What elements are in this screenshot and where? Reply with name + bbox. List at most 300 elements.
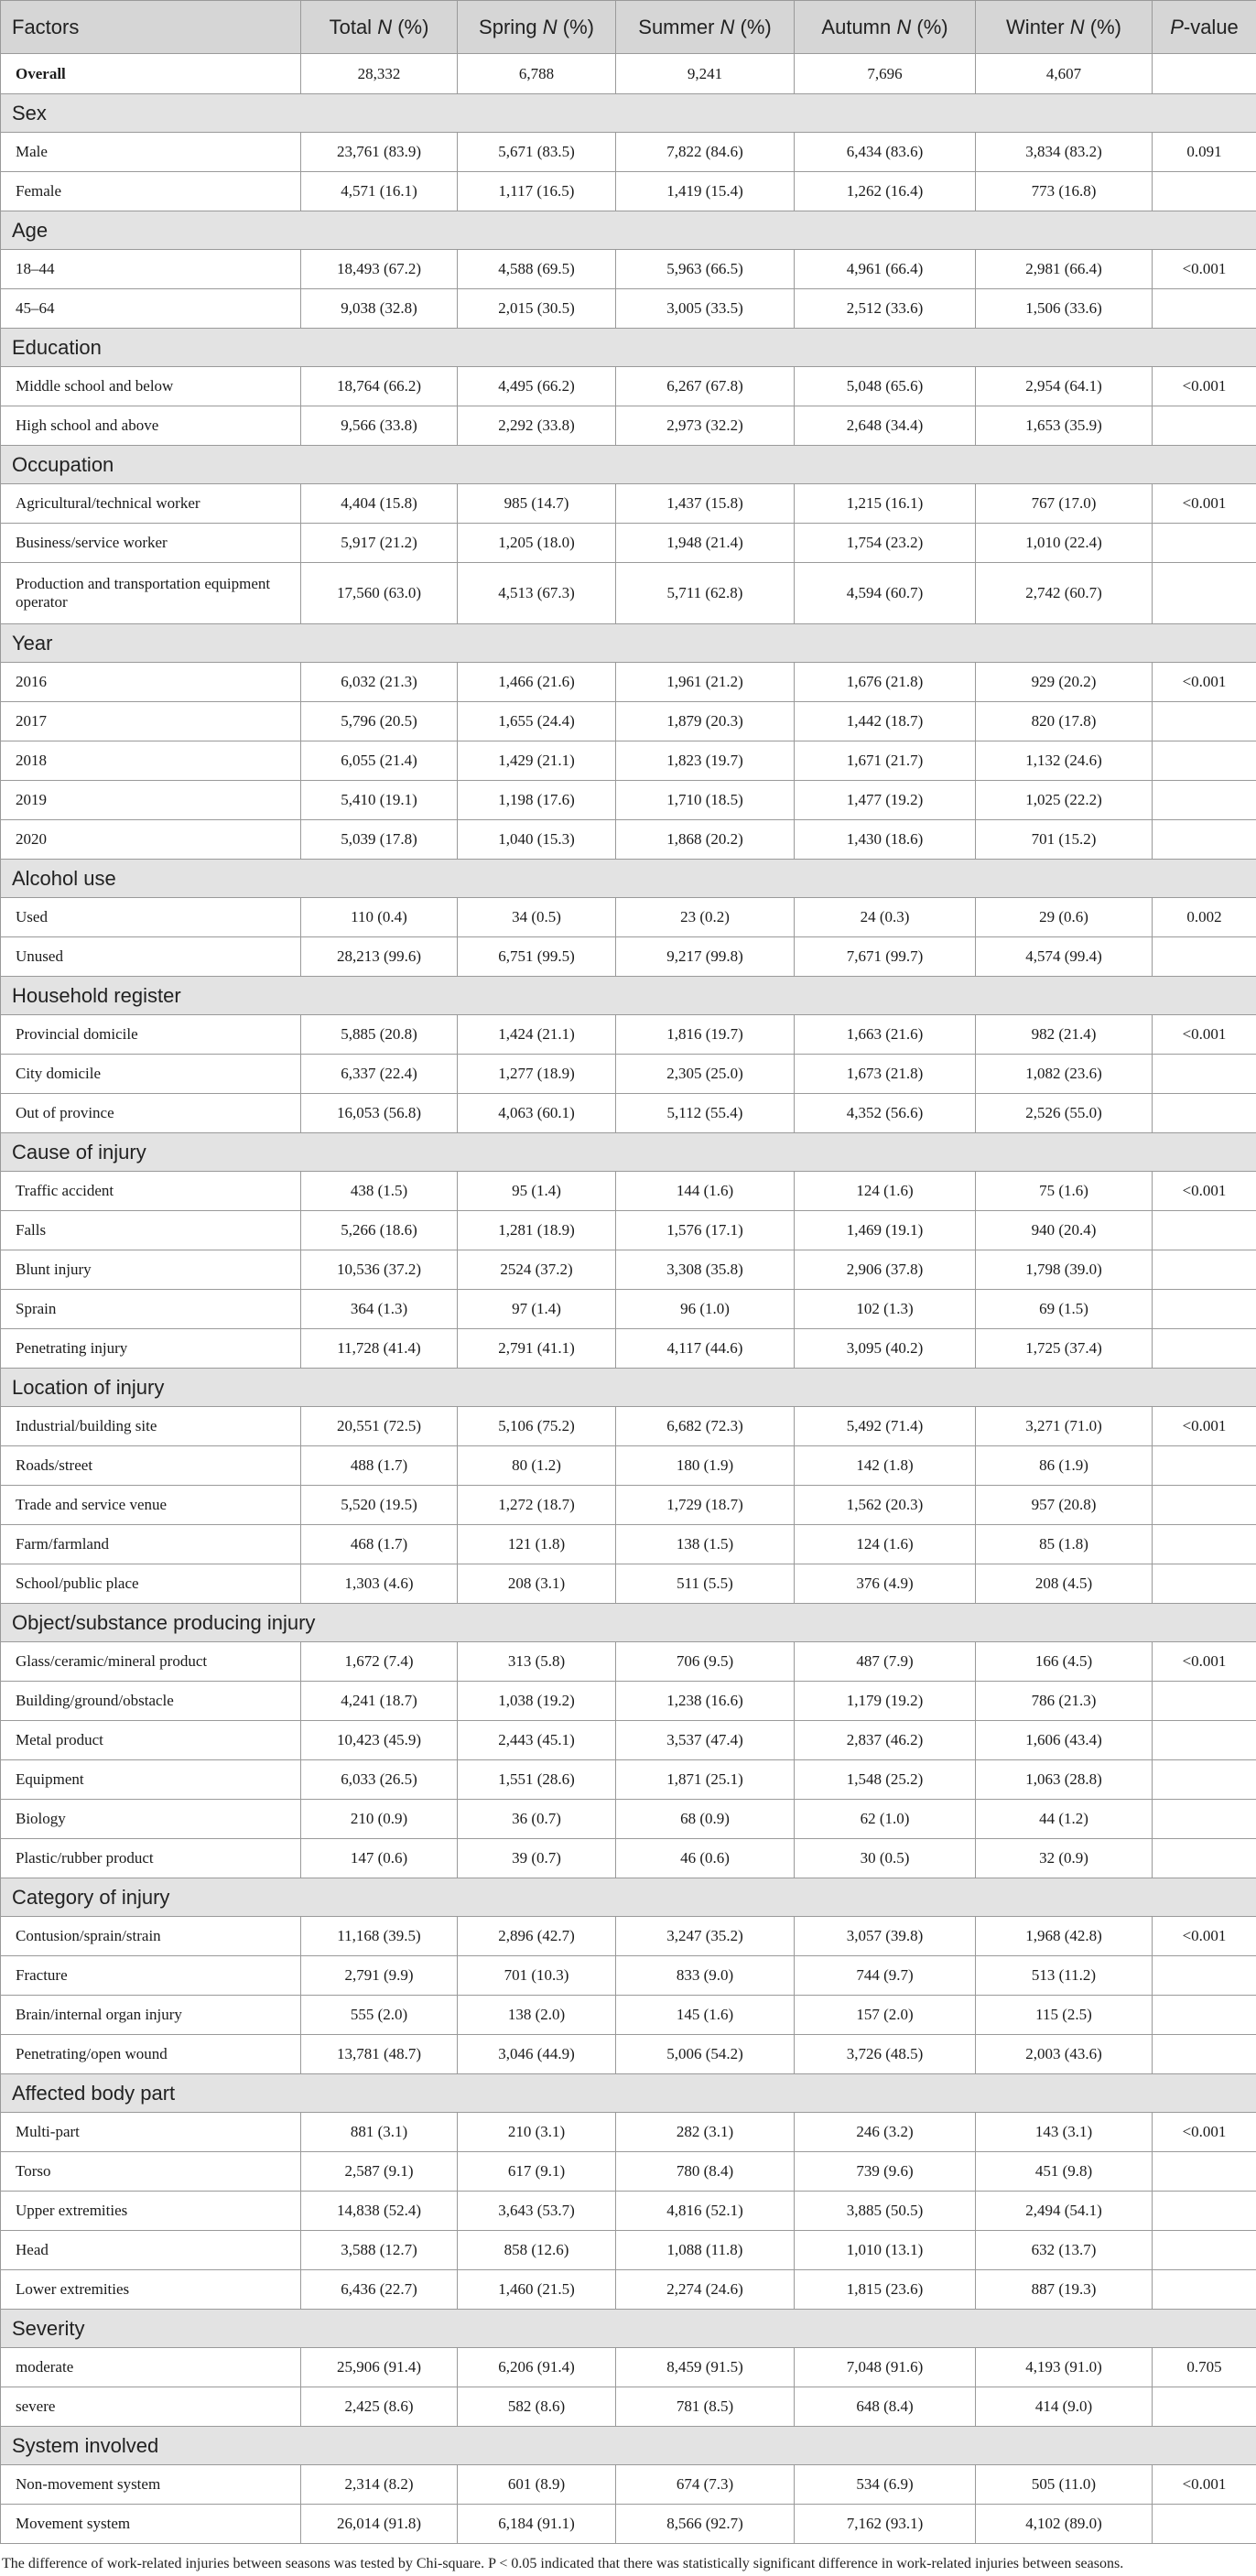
cell-winter: 44 (1.2)	[976, 1800, 1153, 1839]
section-header-row	[1, 2427, 1256, 2465]
row-label: severe	[1, 2387, 301, 2427]
cell-winter: 767 (17.0)	[976, 484, 1153, 524]
table-row	[1, 1996, 1256, 2035]
row-label: moderate	[1, 2348, 301, 2387]
cell-p-value	[1153, 1329, 1256, 1369]
cell-winter: 1,025 (22.2)	[976, 781, 1153, 820]
cell-spring: 138 (2.0)	[458, 1996, 616, 2035]
section-header-row	[1, 1369, 1256, 1407]
header-row	[1, 1, 1256, 54]
cell-total: 10,536 (37.2)	[301, 1250, 458, 1290]
cell-spring: 617 (9.1)	[458, 2152, 616, 2192]
cell-autumn: 1,442 (18.7)	[795, 702, 976, 741]
cell-spring: 858 (12.6)	[458, 2231, 616, 2270]
cell-p-value	[1153, 2192, 1256, 2231]
cell-summer: 1,576 (17.1)	[616, 1211, 795, 1250]
cell-summer: 96 (1.0)	[616, 1290, 795, 1329]
cell-winter: 786 (21.3)	[976, 1682, 1153, 1721]
cell-total: 11,168 (39.5)	[301, 1917, 458, 1956]
cell-winter: 86 (1.9)	[976, 1446, 1153, 1486]
cell-spring: 2,443 (45.1)	[458, 1721, 616, 1760]
cell-autumn: 30 (0.5)	[795, 1839, 976, 1878]
cell-p-value	[1153, 1525, 1256, 1564]
cell-autumn: 534 (6.9)	[795, 2465, 976, 2505]
section-title: Alcohol use	[1, 860, 1256, 898]
cell-summer: 1,816 (19.7)	[616, 1015, 795, 1055]
cell-spring: 2,896 (42.7)	[458, 1917, 616, 1956]
overall-row	[1, 54, 1256, 94]
overall-p-value	[1153, 54, 1256, 94]
cell-winter: 1,606 (43.4)	[976, 1721, 1153, 1760]
cell-winter: 2,742 (60.7)	[976, 563, 1153, 624]
cell-p-value	[1153, 1721, 1256, 1760]
cell-summer: 144 (1.6)	[616, 1172, 795, 1211]
cell-summer: 3,247 (35.2)	[616, 1917, 795, 1956]
cell-autumn: 1,477 (19.2)	[795, 781, 976, 820]
cell-total: 3,588 (12.7)	[301, 2231, 458, 2270]
cell-summer: 3,005 (33.5)	[616, 289, 795, 329]
table-row	[1, 2113, 1256, 2152]
cell-winter: 505 (11.0)	[976, 2465, 1153, 2505]
cell-autumn: 7,162 (93.1)	[795, 2505, 976, 2544]
cell-autumn: 648 (8.4)	[795, 2387, 976, 2427]
table-row	[1, 820, 1256, 860]
table-row	[1, 484, 1256, 524]
header-spring: Spring N (%)	[458, 1, 616, 54]
cell-autumn: 1,262 (16.4)	[795, 172, 976, 211]
cell-winter: 1,798 (39.0)	[976, 1250, 1153, 1290]
cell-autumn: 6,434 (83.6)	[795, 133, 976, 172]
cell-summer: 706 (9.5)	[616, 1642, 795, 1682]
cell-autumn: 124 (1.6)	[795, 1525, 976, 1564]
table-row	[1, 563, 1256, 624]
section-header-row	[1, 860, 1256, 898]
row-label: Brain/internal organ injury	[1, 1996, 301, 2035]
cell-winter: 4,193 (91.0)	[976, 2348, 1153, 2387]
cell-total: 5,520 (19.5)	[301, 1486, 458, 1525]
cell-spring: 208 (3.1)	[458, 1564, 616, 1604]
row-label: Out of province	[1, 1094, 301, 1133]
cell-p-value	[1153, 820, 1256, 860]
table-row	[1, 2348, 1256, 2387]
cell-spring: 39 (0.7)	[458, 1839, 616, 1878]
cell-autumn: 124 (1.6)	[795, 1172, 976, 1211]
cell-autumn: 1,676 (21.8)	[795, 663, 976, 702]
cell-p-value	[1153, 1055, 1256, 1094]
cell-autumn: 1,673 (21.8)	[795, 1055, 976, 1094]
row-label: 2020	[1, 820, 301, 860]
cell-p-value: <0.001	[1153, 2113, 1256, 2152]
cell-spring: 3,643 (53.7)	[458, 2192, 616, 2231]
cell-spring: 1,198 (17.6)	[458, 781, 616, 820]
cell-summer: 4,117 (44.6)	[616, 1329, 795, 1369]
cell-spring: 701 (10.3)	[458, 1956, 616, 1996]
section-title: Object/substance producing injury	[1, 1604, 1256, 1642]
cell-p-value: <0.001	[1153, 1015, 1256, 1055]
cell-autumn: 4,352 (56.6)	[795, 1094, 976, 1133]
cell-winter: 2,954 (64.1)	[976, 367, 1153, 406]
cell-spring: 4,513 (67.3)	[458, 563, 616, 624]
row-label: Contusion/sprain/strain	[1, 1917, 301, 1956]
cell-summer: 1,710 (18.5)	[616, 781, 795, 820]
cell-winter: 929 (20.2)	[976, 663, 1153, 702]
table-row	[1, 1564, 1256, 1604]
cell-winter: 1,506 (33.6)	[976, 289, 1153, 329]
cell-total: 5,917 (21.2)	[301, 524, 458, 563]
cell-spring: 1,424 (21.1)	[458, 1015, 616, 1055]
row-label: Biology	[1, 1800, 301, 1839]
cell-p-value	[1153, 1486, 1256, 1525]
cell-total: 881 (3.1)	[301, 2113, 458, 2152]
table-row	[1, 2270, 1256, 2310]
cell-p-value	[1153, 1760, 1256, 1800]
cell-spring: 5,106 (75.2)	[458, 1407, 616, 1446]
row-label: Glass/ceramic/mineral product	[1, 1642, 301, 1682]
section-title: Location of injury	[1, 1369, 1256, 1407]
cell-winter: 75 (1.6)	[976, 1172, 1153, 1211]
table-row	[1, 250, 1256, 289]
cell-autumn: 1,179 (19.2)	[795, 1682, 976, 1721]
table-row	[1, 781, 1256, 820]
cell-p-value	[1153, 1839, 1256, 1878]
row-label: Agricultural/technical worker	[1, 484, 301, 524]
cell-spring: 3,046 (44.9)	[458, 2035, 616, 2074]
section-title: Cause of injury	[1, 1133, 1256, 1172]
cell-winter: 632 (13.7)	[976, 2231, 1153, 2270]
cell-autumn: 4,594 (60.7)	[795, 563, 976, 624]
table-row	[1, 898, 1256, 937]
row-label: 2019	[1, 781, 301, 820]
cell-spring: 121 (1.8)	[458, 1525, 616, 1564]
cell-total: 147 (0.6)	[301, 1839, 458, 1878]
cell-autumn: 487 (7.9)	[795, 1642, 976, 1682]
cell-total: 488 (1.7)	[301, 1446, 458, 1486]
cell-winter: 2,003 (43.6)	[976, 2035, 1153, 2074]
section-header-row	[1, 977, 1256, 1015]
cell-winter: 513 (11.2)	[976, 1956, 1153, 1996]
table-row	[1, 1211, 1256, 1250]
cell-spring: 34 (0.5)	[458, 898, 616, 937]
table-row	[1, 2035, 1256, 2074]
cell-summer: 780 (8.4)	[616, 2152, 795, 2192]
row-label: Equipment	[1, 1760, 301, 1800]
cell-autumn: 2,648 (34.4)	[795, 406, 976, 446]
overall-winter: 4,607	[976, 54, 1153, 94]
cell-summer: 511 (5.5)	[616, 1564, 795, 1604]
cell-spring: 5,671 (83.5)	[458, 133, 616, 172]
cell-spring: 1,551 (28.6)	[458, 1760, 616, 1800]
cell-p-value	[1153, 1956, 1256, 1996]
cell-winter: 3,834 (83.2)	[976, 133, 1153, 172]
cell-spring: 4,588 (69.5)	[458, 250, 616, 289]
cell-summer: 781 (8.5)	[616, 2387, 795, 2427]
cell-summer: 674 (7.3)	[616, 2465, 795, 2505]
cell-total: 5,266 (18.6)	[301, 1211, 458, 1250]
cell-summer: 3,308 (35.8)	[616, 1250, 795, 1290]
table-row	[1, 1760, 1256, 1800]
cell-summer: 68 (0.9)	[616, 1800, 795, 1839]
cell-autumn: 1,010 (13.1)	[795, 2231, 976, 2270]
table-row	[1, 663, 1256, 702]
row-label: Falls	[1, 1211, 301, 1250]
cell-total: 4,241 (18.7)	[301, 1682, 458, 1721]
cell-spring: 313 (5.8)	[458, 1642, 616, 1682]
section-title: Occupation	[1, 446, 1256, 484]
cell-spring: 2524 (37.2)	[458, 1250, 616, 1290]
cell-winter: 1,010 (22.4)	[976, 524, 1153, 563]
row-label: Traffic accident	[1, 1172, 301, 1211]
cell-autumn: 2,512 (33.6)	[795, 289, 976, 329]
cell-p-value: <0.001	[1153, 1917, 1256, 1956]
cell-autumn: 1,663 (21.6)	[795, 1015, 976, 1055]
table-row	[1, 1015, 1256, 1055]
cell-autumn: 1,469 (19.1)	[795, 1211, 976, 1250]
table-row	[1, 1525, 1256, 1564]
row-label: Production and transportation equipment operator	[1, 563, 301, 624]
cell-total: 6,032 (21.3)	[301, 663, 458, 702]
cell-p-value	[1153, 524, 1256, 563]
cell-autumn: 62 (1.0)	[795, 1800, 976, 1839]
table-row	[1, 1721, 1256, 1760]
cell-total: 11,728 (41.4)	[301, 1329, 458, 1369]
cell-total: 210 (0.9)	[301, 1800, 458, 1839]
cell-winter: 115 (2.5)	[976, 1996, 1153, 2035]
cell-summer: 8,459 (91.5)	[616, 2348, 795, 2387]
table-row	[1, 1486, 1256, 1525]
cell-p-value	[1153, 702, 1256, 741]
section-header-row	[1, 1604, 1256, 1642]
table-row	[1, 133, 1256, 172]
header-p-value: P-value	[1153, 1, 1256, 54]
cell-winter: 166 (4.5)	[976, 1642, 1153, 1682]
row-label: Business/service worker	[1, 524, 301, 563]
table-row	[1, 2152, 1256, 2192]
row-label: Non-movement system	[1, 2465, 301, 2505]
cell-p-value	[1153, 2505, 1256, 2544]
cell-spring: 1,040 (15.3)	[458, 820, 616, 860]
cell-autumn: 24 (0.3)	[795, 898, 976, 937]
row-label: Torso	[1, 2152, 301, 2192]
cell-winter: 414 (9.0)	[976, 2387, 1153, 2427]
row-label: Lower extremities	[1, 2270, 301, 2310]
cell-summer: 1,419 (15.4)	[616, 172, 795, 211]
cell-winter: 4,574 (99.4)	[976, 937, 1153, 977]
cell-winter: 451 (9.8)	[976, 2152, 1153, 2192]
section-header-row	[1, 2074, 1256, 2113]
cell-winter: 85 (1.8)	[976, 1525, 1153, 1564]
cell-autumn: 1,754 (23.2)	[795, 524, 976, 563]
cell-autumn: 102 (1.3)	[795, 1290, 976, 1329]
cell-p-value: <0.001	[1153, 250, 1256, 289]
cell-winter: 957 (20.8)	[976, 1486, 1153, 1525]
cell-total: 6,033 (26.5)	[301, 1760, 458, 1800]
cell-spring: 1,272 (18.7)	[458, 1486, 616, 1525]
cell-autumn: 7,048 (91.6)	[795, 2348, 976, 2387]
cell-total: 2,425 (8.6)	[301, 2387, 458, 2427]
row-label: Multi-part	[1, 2113, 301, 2152]
cell-winter: 2,526 (55.0)	[976, 1094, 1153, 1133]
cell-total: 1,672 (7.4)	[301, 1642, 458, 1682]
cell-summer: 180 (1.9)	[616, 1446, 795, 1486]
table-row	[1, 172, 1256, 211]
cell-summer: 46 (0.6)	[616, 1839, 795, 1878]
section-header-row	[1, 211, 1256, 250]
cell-p-value	[1153, 1682, 1256, 1721]
cell-autumn: 3,095 (40.2)	[795, 1329, 976, 1369]
cell-autumn: 2,906 (37.8)	[795, 1250, 976, 1290]
cell-total: 2,791 (9.9)	[301, 1956, 458, 1996]
cell-summer: 1,238 (16.6)	[616, 1682, 795, 1721]
cell-total: 10,423 (45.9)	[301, 1721, 458, 1760]
cell-summer: 1,961 (21.2)	[616, 663, 795, 702]
cell-winter: 1,132 (24.6)	[976, 741, 1153, 781]
table-row	[1, 1290, 1256, 1329]
table-row	[1, 1407, 1256, 1446]
row-label: Head	[1, 2231, 301, 2270]
section-title: Category of injury	[1, 1878, 1256, 1917]
cell-p-value	[1153, 1564, 1256, 1604]
cell-p-value: <0.001	[1153, 1172, 1256, 1211]
table-row	[1, 2387, 1256, 2427]
table-row	[1, 1642, 1256, 1682]
cell-summer: 145 (1.6)	[616, 1996, 795, 2035]
table-row	[1, 1956, 1256, 1996]
row-label: Movement system	[1, 2505, 301, 2544]
overall-spring: 6,788	[458, 54, 616, 94]
cell-winter: 1,063 (28.8)	[976, 1760, 1153, 1800]
cell-total: 28,213 (99.6)	[301, 937, 458, 977]
section-title: Household register	[1, 977, 1256, 1015]
cell-winter: 32 (0.9)	[976, 1839, 1153, 1878]
cell-summer: 1,879 (20.3)	[616, 702, 795, 741]
table-row	[1, 406, 1256, 446]
row-label: Female	[1, 172, 301, 211]
cell-summer: 3,537 (47.4)	[616, 1721, 795, 1760]
cell-spring: 6,751 (99.5)	[458, 937, 616, 977]
cell-p-value: <0.001	[1153, 367, 1256, 406]
cell-autumn: 3,885 (50.5)	[795, 2192, 976, 2231]
cell-autumn: 2,837 (46.2)	[795, 1721, 976, 1760]
overall-total: 28,332	[301, 54, 458, 94]
cell-p-value	[1153, 2152, 1256, 2192]
header-autumn: Autumn N (%)	[795, 1, 976, 54]
cell-p-value: <0.001	[1153, 484, 1256, 524]
row-label: 2017	[1, 702, 301, 741]
cell-spring: 6,184 (91.1)	[458, 2505, 616, 2544]
section-title: Education	[1, 329, 1256, 367]
cell-total: 2,314 (8.2)	[301, 2465, 458, 2505]
row-label: Fracture	[1, 1956, 301, 1996]
section-header-row	[1, 329, 1256, 367]
overall-summer: 9,241	[616, 54, 795, 94]
cell-total: 4,404 (15.8)	[301, 484, 458, 524]
cell-summer: 5,711 (62.8)	[616, 563, 795, 624]
cell-total: 9,566 (33.8)	[301, 406, 458, 446]
row-label: Middle school and below	[1, 367, 301, 406]
cell-p-value: <0.001	[1153, 1407, 1256, 1446]
cell-autumn: 7,671 (99.7)	[795, 937, 976, 977]
cell-p-value	[1153, 406, 1256, 446]
cell-total: 110 (0.4)	[301, 898, 458, 937]
cell-spring: 95 (1.4)	[458, 1172, 616, 1211]
cell-p-value	[1153, 937, 1256, 977]
header-winter: Winter N (%)	[976, 1, 1153, 54]
cell-autumn: 1,215 (16.1)	[795, 484, 976, 524]
cell-autumn: 739 (9.6)	[795, 2152, 976, 2192]
cell-spring: 1,281 (18.9)	[458, 1211, 616, 1250]
cell-summer: 4,816 (52.1)	[616, 2192, 795, 2231]
table-row	[1, 1800, 1256, 1839]
row-label: Industrial/building site	[1, 1407, 301, 1446]
cell-summer: 1,437 (15.8)	[616, 484, 795, 524]
cell-total: 20,551 (72.5)	[301, 1407, 458, 1446]
cell-p-value	[1153, 172, 1256, 211]
cell-autumn: 246 (3.2)	[795, 2113, 976, 2152]
cell-spring: 1,038 (19.2)	[458, 1682, 616, 1721]
cell-p-value	[1153, 1446, 1256, 1486]
row-label: Provincial domicile	[1, 1015, 301, 1055]
cell-autumn: 157 (2.0)	[795, 1996, 976, 2035]
cell-summer: 1,948 (21.4)	[616, 524, 795, 563]
cell-total: 18,493 (67.2)	[301, 250, 458, 289]
cell-summer: 2,305 (25.0)	[616, 1055, 795, 1094]
cell-total: 5,039 (17.8)	[301, 820, 458, 860]
table-row	[1, 2505, 1256, 2544]
cell-autumn: 744 (9.7)	[795, 1956, 976, 1996]
cell-p-value: <0.001	[1153, 2465, 1256, 2505]
cell-total: 17,560 (63.0)	[301, 563, 458, 624]
cell-total: 6,436 (22.7)	[301, 2270, 458, 2310]
cell-p-value	[1153, 289, 1256, 329]
section-header-row	[1, 1878, 1256, 1917]
cell-summer: 1,868 (20.2)	[616, 820, 795, 860]
cell-total: 6,337 (22.4)	[301, 1055, 458, 1094]
table-row	[1, 289, 1256, 329]
cell-summer: 5,963 (66.5)	[616, 250, 795, 289]
table-footnote: The difference of work-related injuries between seasons was tested by Chi-square. P < 0.05 indicated that there was statistically significant difference in work-related injuries between seasons.	[2, 2556, 1124, 2571]
cell-summer: 6,682 (72.3)	[616, 1407, 795, 1446]
table-row	[1, 367, 1256, 406]
cell-summer: 8,566 (92.7)	[616, 2505, 795, 2544]
row-label: Male	[1, 133, 301, 172]
section-title: Age	[1, 211, 1256, 250]
cell-spring: 97 (1.4)	[458, 1290, 616, 1329]
cell-total: 2,587 (9.1)	[301, 2152, 458, 2192]
cell-summer: 833 (9.0)	[616, 1956, 795, 1996]
row-label: 18–44	[1, 250, 301, 289]
cell-autumn: 1,562 (20.3)	[795, 1486, 976, 1525]
row-label: High school and above	[1, 406, 301, 446]
cell-autumn: 4,961 (66.4)	[795, 250, 976, 289]
cell-winter: 701 (15.2)	[976, 820, 1153, 860]
cell-summer: 1,871 (25.1)	[616, 1760, 795, 1800]
cell-winter: 887 (19.3)	[976, 2270, 1153, 2310]
table-row	[1, 1446, 1256, 1486]
cell-p-value	[1153, 781, 1256, 820]
cell-summer: 1,823 (19.7)	[616, 741, 795, 781]
row-label: Upper extremities	[1, 2192, 301, 2231]
cell-summer: 2,973 (32.2)	[616, 406, 795, 446]
cell-total: 14,838 (52.4)	[301, 2192, 458, 2231]
cell-p-value: <0.001	[1153, 1642, 1256, 1682]
cell-spring: 4,495 (66.2)	[458, 367, 616, 406]
cell-winter: 820 (17.8)	[976, 702, 1153, 741]
cell-total: 26,014 (91.8)	[301, 2505, 458, 2544]
row-label: Farm/farmland	[1, 1525, 301, 1564]
cell-autumn: 5,048 (65.6)	[795, 367, 976, 406]
row-label: School/public place	[1, 1564, 301, 1604]
cell-p-value	[1153, 563, 1256, 624]
